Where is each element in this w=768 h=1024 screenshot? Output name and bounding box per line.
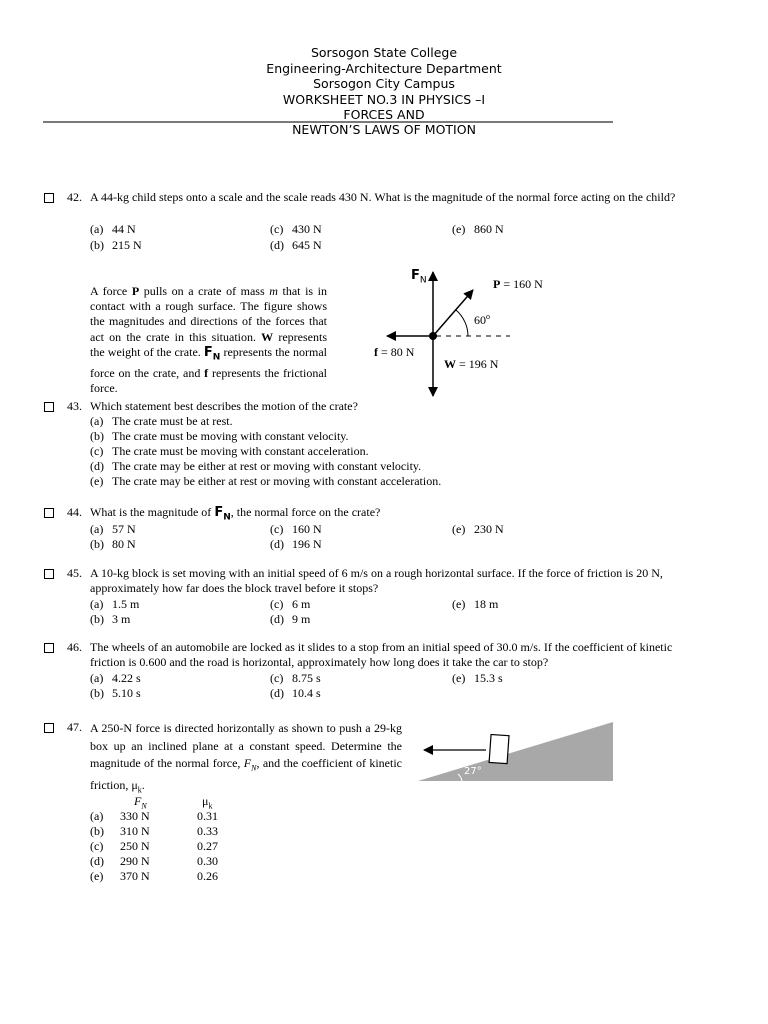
table-row-label: (b) (90, 824, 104, 838)
option-d: (d) The crate may be either at rest or moving with constant velocity. (90, 459, 422, 473)
option-e: (e) 230 N (452, 522, 504, 536)
question-number: 47. (67, 720, 82, 734)
header-worksheet-title: WORKSHEET NO.3 IN PHYSICS –I (282, 91, 486, 107)
worksheet-header (0, 45, 768, 123)
option-d: (d) 196 N (270, 537, 322, 551)
option-d: (d) 9 m (270, 612, 311, 626)
table-cell-normal-force: 370 N (120, 869, 150, 883)
question-text: Which statement best describes the motion of the crate? (90, 399, 358, 413)
option-d: (d) 10.4 s (270, 686, 321, 700)
angle-arc (456, 310, 468, 336)
question-text: A 10-kg block is set moving with an initial speed of 6 m/s on a rough horizontal surface. If the force of friction is 20 N, approximately how far does the block travel before it stops? (90, 566, 663, 595)
question-checkbox[interactable] (44, 402, 54, 412)
incline-angle-label: 27° (464, 766, 482, 777)
table-row-label: (e) (90, 869, 104, 883)
table-row-label: (a) (90, 809, 104, 823)
question-checkbox[interactable] (44, 723, 54, 733)
table-row-label: (c) (90, 839, 104, 853)
table-cell-normal-force: 330 N (120, 809, 150, 823)
table-cell-mu: 0.26 (197, 869, 218, 883)
option-d: (d) 645 N (270, 238, 322, 252)
question-text: A 250-N force is directed horizontally as shown to push a 29-kg box up an inclined plane at a constant speed. Determine the magnitude of the normal force, $F_N$, and the coefficient of kinetic friction, $\mu_k$. (90, 721, 402, 795)
table-cell-mu: 0.30 (197, 854, 218, 868)
question-number: 44. (67, 505, 82, 519)
question-checkbox[interactable] (44, 569, 54, 579)
header-topic: FORCES AND (343, 107, 425, 122)
option-c: (c) The crate must be moving with constant acceleration. (90, 444, 369, 458)
table-cell-normal-force: 310 N (120, 824, 150, 838)
table-cell-normal-force: 290 N (120, 854, 150, 868)
table-row-label: (d) (90, 854, 104, 868)
question-text: A 44-kg child steps onto a scale and the scale reads 430 N. What is the magnitude of the normal force acting on the child? (90, 190, 676, 204)
table-cell-normal-force: 250 N (120, 839, 150, 853)
option-b: (b) 80 N (90, 537, 136, 551)
weight-label: W = 196 N (444, 357, 499, 371)
header-campus: Sorsogon City Campus (313, 76, 455, 91)
option-a: (a) The crate must be at rest. (90, 414, 233, 428)
header-department: Engineering-Architecture Department (266, 60, 502, 76)
table-cell-mu: 0.33 (197, 824, 218, 838)
header-subtopic: NEWTON’S LAWS OF MOTION (292, 122, 476, 137)
question-text: The wheels of an automobile are locked as it slides to a stop from an initial speed of 30.0 m/s. If the coefficient of kinetic friction is 0.600 and the road is horizontal, approximately how long does it take the car to stop? (90, 640, 673, 669)
option-c: (c) 430 N (270, 222, 322, 236)
option-e: (e) 18 m (452, 597, 499, 611)
crate-point (429, 332, 437, 340)
header-college: Sorsogon State College (310, 45, 458, 60)
question-text: What is the magnitude of $F_N$, the normal force on the crate? (90, 505, 381, 523)
option-c: (c) 8.75 s (270, 671, 321, 685)
crate-description: A force P pulls on a crate of mass m that is in contact with a rough surface. The figure shows the magnitudes and directions of the forces that act on the crate in this situation. W represents the weight of the crate. $F_N$ represents the normal force on the crate, and f represents the frictional force. (90, 284, 327, 395)
option-e: (e) 15.3 s (452, 671, 503, 685)
option-b: (b) The crate must be moving with constant velocity. (90, 429, 349, 443)
inclined-plane-diagram (418, 722, 616, 784)
option-e: (e) The crate may be either at rest or moving with constant acceleration. (90, 474, 442, 488)
incline-wedge (418, 722, 613, 781)
option-c: (c) 6 m (270, 597, 311, 611)
normal-force-label: $F_N$ (411, 268, 427, 286)
question-number: 46. (67, 640, 82, 654)
friction-force-label: f = 80 N (374, 345, 415, 359)
question-number: 43. (67, 399, 82, 413)
question-number: 42. (67, 190, 82, 204)
option-b: (b) 3 m (90, 612, 131, 626)
option-a: (a) 44 N (90, 222, 136, 236)
table-cell-mu: 0.27 (197, 839, 218, 853)
question-checkbox[interactable] (44, 643, 54, 653)
question-checkbox[interactable] (44, 508, 54, 518)
option-c: (c) 160 N (270, 522, 322, 536)
question-checkbox[interactable] (44, 193, 54, 203)
table-cell-mu: 0.31 (197, 809, 218, 823)
option-b: (b) 5.10 s (90, 686, 141, 700)
option-a: (a) 4.22 s (90, 671, 141, 685)
column-header-normal-force: $F_N$ (134, 794, 147, 811)
column-header-friction-coefficient: $\mu_k$ (202, 794, 213, 811)
option-b: (b) 215 N (90, 238, 142, 252)
option-a: (a) 57 N (90, 522, 136, 536)
option-e: (e) 860 N (452, 222, 504, 236)
pull-force-label: P = 160 N (493, 277, 543, 291)
box-on-incline (489, 734, 509, 763)
option-a: (a) 1.5 m (90, 597, 140, 611)
question-number: 45. (67, 566, 82, 580)
angle-label: 60$^o$ (474, 312, 490, 327)
